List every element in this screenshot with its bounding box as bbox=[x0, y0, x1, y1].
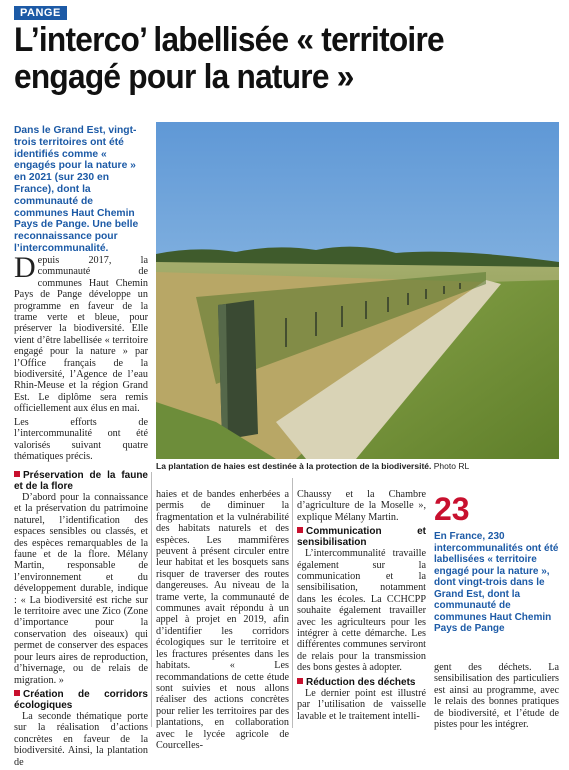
red-square-icon bbox=[14, 471, 20, 477]
subhead-waste bbox=[297, 677, 426, 688]
subhead-corridors-text: Création de corridors écologiques bbox=[14, 688, 148, 711]
column-4 bbox=[434, 662, 559, 732]
col2-paragraph-1: haies et de bandes enherbées a permis de diminuer la fragmentation et la vulnérabilité des habitats naturels et des espèces. Les mammifères peuvent à présent circuler entre leur habitat et les bosquets sans risquer de traverser des routes dangereuses. Au niveau de la trame verte, la communauté de communes avait répondu à un appel à projet en 2019, afin d’identifier les corridors écologiques sur le territoire et les fractures présentes dans les habitats. « Les recommandations de cette étude sont suivies et nous allons réaliser des actions concrètes pour relier les territoires par des plantations, en collaboration avec le lycée agricole de Courcelles- bbox=[156, 489, 289, 751]
column-1 bbox=[14, 470, 148, 770]
article-lead: Dans le Grand Est, vingt-trois territoires ont été identifiés comme « engagés pour la nature » en 2021 (sur 230 en France), dont la communauté de communes Haut Chemin Pays de Pange. Une belle reconnaissance pour l’intercommunalité. bbox=[14, 125, 139, 254]
fact-text: En France, 230 intercommunalités ont été labellisées « territoire engagé pour la nature », dont vingt-trois dans le Grand Est, dont la communauté de communes Haut Chemin Pays de Pange bbox=[434, 531, 559, 634]
col3-paragraph-3: Le dernier point est illustré par l’utilisation de vaisselle lavable et le traitement intelli- bbox=[297, 687, 426, 722]
subhead-communication bbox=[297, 526, 426, 548]
photo-caption bbox=[156, 461, 559, 471]
caption-text: La plantation de haies est destinée à la protection de la biodiversité. bbox=[156, 461, 432, 471]
intro-paragraph-1-text: epuis 2017, la communauté de communes Haut Chemin Pays de Pange développe un programme en faveur de la trame verte et bleue, pour préserver la biodiversité. Elle vient d’être labellisée « territoire engagé pour la nature » par l’Office français de la biodiversité, l’Agence de l’eau Rhin-Meuse et la région Grand Est. Le diplôme sera remis officiellement aux élus en mai. bbox=[14, 255, 148, 415]
article-photo bbox=[156, 122, 559, 459]
photo-credit: Photo RL bbox=[433, 461, 470, 471]
col1-paragraph-1: D’abord pour la connaissance et la préservation du patrimoine naturel, l’identification des espaces sensibles ou classés, et des espèces remarquables de la faune et de la flore. Mélany Martin, responsable de l’environnement et du développement durable, indique : « La biodiversité est riche sur le territoire avec une Zico (Zone d’importance pour la conservation des oiseaux) qui permet de conserver des espaces pour leurs aires de reproduction, d’hivernage, ou de relais de migration. » bbox=[14, 492, 148, 686]
col3-paragraph-1: Chaussy et la Chambre d’agriculture de la Moselle », explique Mélany Martin. bbox=[297, 489, 426, 523]
article-headline bbox=[14, 22, 563, 96]
column-divider bbox=[151, 472, 152, 727]
column-divider bbox=[292, 478, 293, 728]
headline-line-1: L’interco’ labellisée « territoire bbox=[14, 21, 444, 59]
col3-paragraph-2: L’intercommunalité travaille également sur la communication et la sensibilisation, notamment dans les écoles. La CCHCPP souhaite également travailler avec les agriculteurs pour les intégrer à cette démarche. Les différentes communes serviront de relais pour la transmission des bons gestes à adopter. bbox=[297, 548, 426, 674]
subhead-waste-text: Réduction des déchets bbox=[306, 676, 416, 688]
fact-number: 23 bbox=[434, 491, 470, 527]
column-3 bbox=[297, 489, 426, 724]
subhead-preservation-text: Préservation de la faune et de la flore bbox=[14, 470, 148, 492]
subhead-corridors bbox=[14, 689, 148, 711]
red-square-icon bbox=[14, 690, 20, 696]
intro-paragraph-1 bbox=[14, 251, 148, 415]
subhead-preservation bbox=[14, 470, 148, 492]
column-2 bbox=[156, 489, 289, 753]
col4-paragraph-1: gent des déchets. La sensibilisation des particuliers est ainsi au programme, avec le relais des bonnes pratiques de biodiversité, et l’étude de pistes pour les intégrer. bbox=[434, 662, 559, 731]
hedge-plantation-photo bbox=[156, 122, 559, 459]
red-square-icon bbox=[297, 527, 303, 533]
intro-paragraph-2: Les efforts de l’intercommunalité ont été valorisés suivant quatre thématiques précis. bbox=[14, 416, 148, 462]
col1-paragraph-2: La seconde thématique porte sur la réalisation d’actions concrètes en faveur de la biodiversité. Ainsi, la plantation de bbox=[14, 710, 148, 768]
drop-cap: D bbox=[14, 251, 36, 284]
red-square-icon bbox=[297, 678, 303, 684]
section-rubric: PANGE bbox=[14, 6, 67, 20]
intro-text bbox=[14, 251, 148, 464]
subhead-communication-text: Communication et sensibilisation bbox=[297, 526, 426, 549]
headline-line-2: engagé pour la nature » bbox=[14, 58, 354, 96]
